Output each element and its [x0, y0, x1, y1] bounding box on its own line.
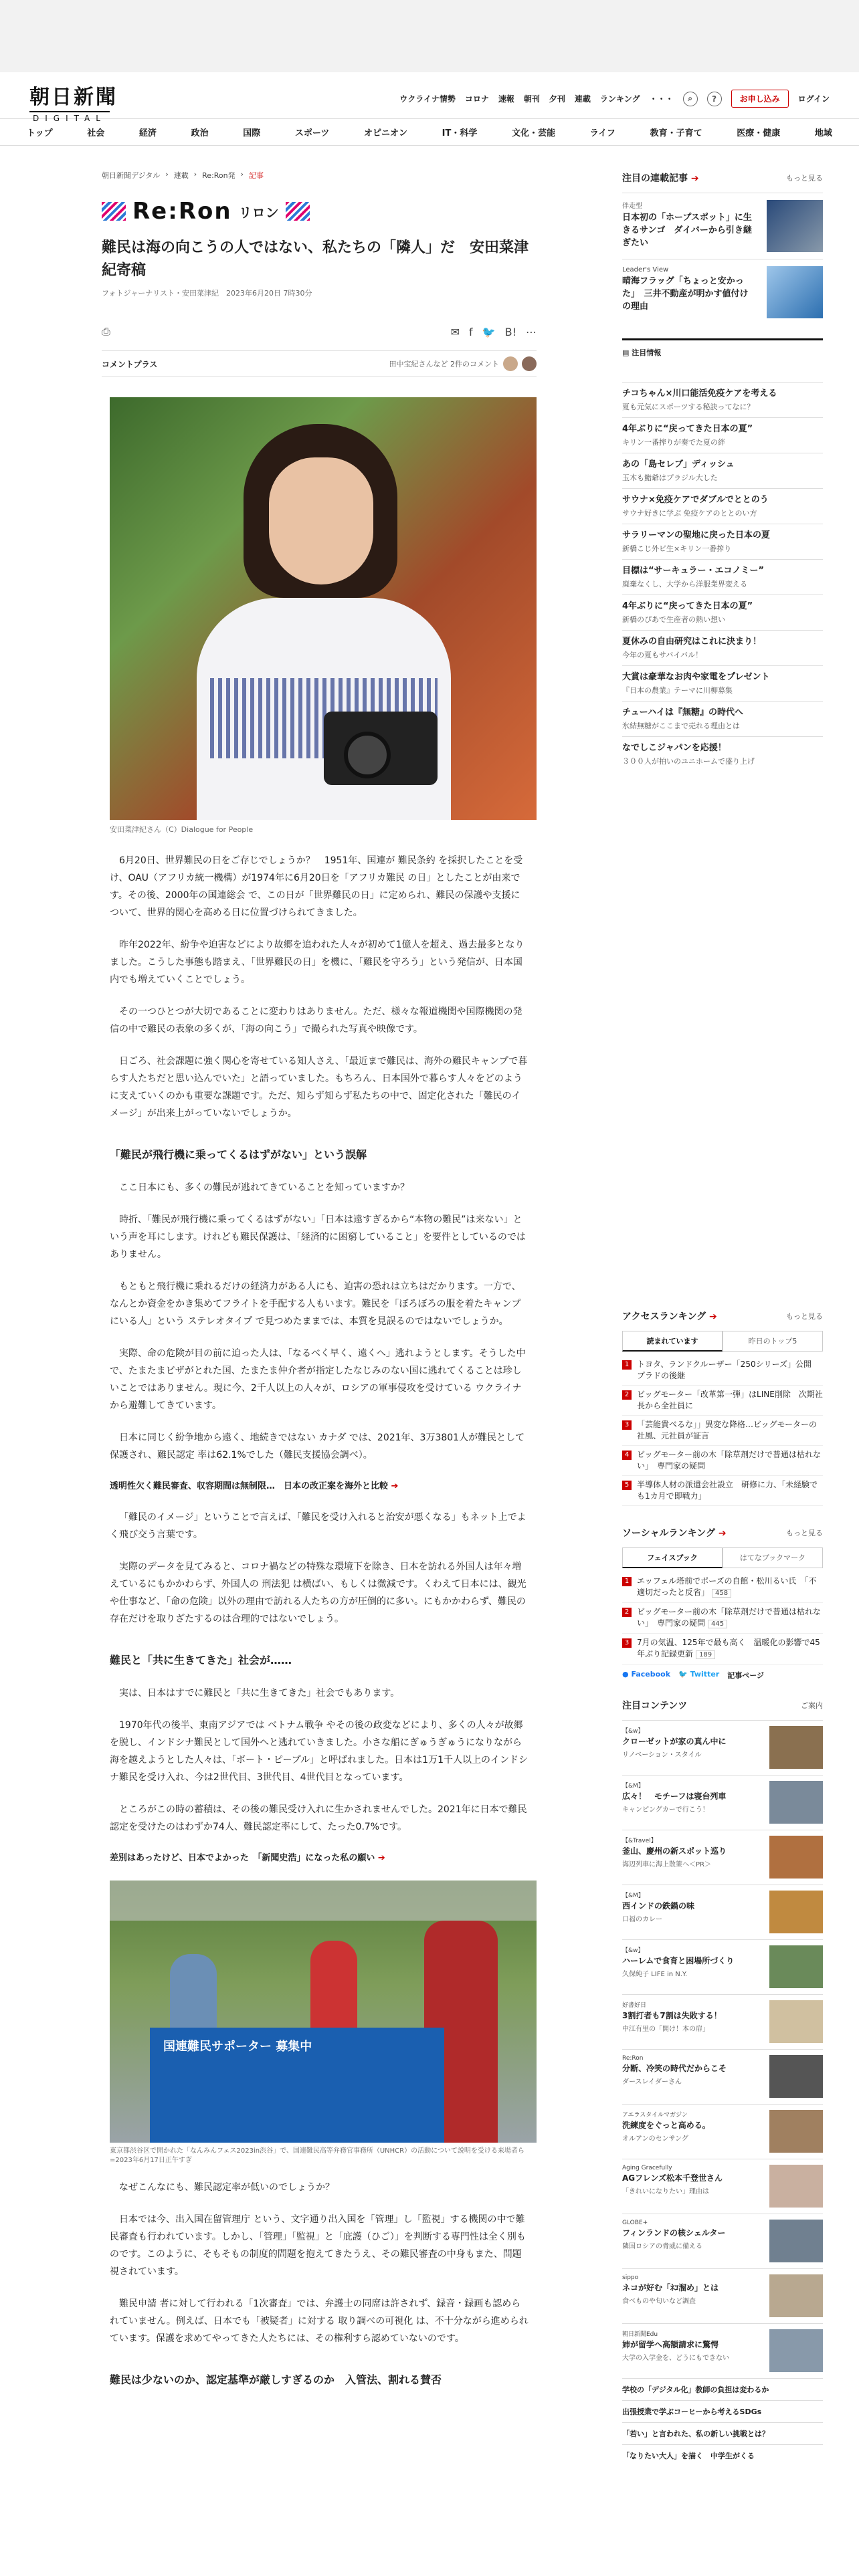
breadcrumb-home[interactable]: 朝日新聞デジタル — [102, 171, 161, 180]
paragraph: 1970年代の後半、東南アジアでは ベトナム戦争 やその後の政変などにより、多くの人々が故郷を脱し、インドシナ難民として国外へと逃れていきました。小さな船にぎゅうぎゅうになりながら海を越えようとした人々は、「ボート・ピープル」と呼ばれました。日本は1万1千人以上のインドシナ難民を受け入れ、今は2世代目、3世代目、4世代目となっています。 — [110, 1720, 528, 1783]
info-icon: ▤ — [622, 348, 630, 357]
article-main — [102, 147, 537, 2404]
facebook-icon[interactable]: f — [469, 325, 473, 338]
arrow-right-icon: ➔ — [709, 1311, 717, 1322]
article-title: 難民は海の向こうの人ではない、私たちの「隣人」だ 安田菜津紀寄稿 — [102, 239, 529, 279]
paragraph: 日本に同じく紛争地から遠く、地続きではない カナダ では、2021年、3万3801人が難民として保護され、難民認定 率は62.1%でした（難民支援協会調べ）。 — [110, 1432, 525, 1461]
ranking-item[interactable]: 1 エッフェル塔前でポーズの自館・松川るい氏 「不適切だったと反省」 458 — [622, 1572, 823, 1603]
top-ad-band — [0, 0, 859, 72]
chui-heading: ▤ 注目情報 — [622, 338, 823, 358]
thumbnail — [769, 1891, 823, 1933]
nav-society[interactable]: 社会 — [87, 128, 105, 138]
paragraph: 時折、「難民が飛行機に乗ってくるはずがない」「日本は遠すぎるから“本物の難民”は来ない」という声を耳にします。けれども難民保護は、「経済的に困窮していること」を要件としているのではありません。 — [110, 1214, 526, 1260]
hatena-icon[interactable]: B! — [504, 325, 516, 338]
section-heading: 難民は少ないのか、認定基準が厳しすぎるのか 入管法、割れる賛否 — [110, 2373, 442, 2386]
thumbnail — [769, 2329, 823, 2372]
breadcrumb-reron[interactable]: Re:Ron発 — [202, 171, 235, 180]
avatar — [522, 356, 537, 371]
thumbnail — [769, 1945, 823, 1988]
content-item[interactable]: GLOBE+ フィンランドの核シェルター 隣国ロシアの脅威に備える — [622, 2214, 823, 2268]
paragraph: 昨年2022年、紛争や迫害などにより故郷を追われた人々が初めて1億人を超え、過去最多となりました。こうした事態も踏まえ、「世界難民の日」を機に、「難民を守ろう」という発信が、日本国内でも増えていくことでしょう。 — [110, 940, 524, 985]
nav-top[interactable]: トップ — [27, 128, 53, 138]
thumbnail — [767, 266, 823, 318]
paragraph: 実際のデータを見てみると、コロナ禍などの特殊な環境下を除き、日本を訪れる外国人は年々増えているにもかかわらず、外国人の 刑法犯 は横ばい、もしくは微減です。くわえて日本には、観光や仕事など、「命の危険」以外の理由で訪れる人たちの方が圧倒的に多い。にもかかわらず、難民の存在だけを取りざたするのは合理的ではないでしょう。 — [110, 1562, 527, 1624]
util-link-series[interactable]: 連載 — [574, 94, 591, 104]
ranking-item[interactable]: 2 ビッグモーター「改革第一弾」はLINE削除 次期社長から全社員に — [622, 1386, 823, 1416]
section-heading: 難民と「共に生きてきた」社会が…… — [110, 1654, 292, 1667]
follow-links — [622, 1670, 823, 1681]
rensai-heading: 注目の連載記事 — [622, 173, 688, 184]
thumbnail — [769, 2274, 823, 2317]
content-item[interactable]: 【&M】 西インドの鉄鍋の味 口福のカレー — [622, 1885, 823, 1939]
share-count: 189 — [696, 1650, 715, 1659]
ranking-item[interactable]: 3 「芸能貴べるな」」異変な降格…ビッグモーターの社風、元社員が証言 — [622, 1416, 823, 1446]
ranking-item[interactable]: 1 トヨタ、ランドクルーザー「250シリーズ」公開 プラドの後継 — [622, 1356, 823, 1386]
paragraph: 実際、命の危険が目の前に迫った人は、「なるべく早く、遠くへ」逃れようとします。そうした中で、たまたまビザがとれた国、たまたま仲介者が指定したなじみのない国に逃れてくることは珍しいことではありません。現に今、2千人以上の人々が、ロシアの軍事侵攻を受けている ウクライナ から避難してきています。 — [110, 1348, 526, 1411]
avatar — [503, 356, 518, 371]
paragraph: 日本では今、出入国在留管理庁 という、文字通り出入国を「管理」し「監視」する機関の中で難民審査も行われています。しかし、「管理」「監視」と「庇護（ひご）」を判断する専門性は全く別ものです。このように、そもそもの制度的問題を抱えてきたうえ、その難民審査の中身もまた、問題視されています。 — [110, 2214, 526, 2277]
text-link[interactable]: 「若い」と言われた、私の新しい挑戦とは？ — [622, 2422, 823, 2444]
logo-jp: 朝日新聞 — [29, 86, 118, 109]
subscribe-button[interactable]: お申し込み — [731, 90, 789, 108]
article-page-link[interactable]: 記事ページ — [727, 1671, 764, 1680]
ranking-item[interactable]: 4 ビッグモーター前の木「除草剤だけで普通は枯れない」 専門家の疑問 — [622, 1446, 823, 1476]
promo-item[interactable]: 夏休みの自由研究はこれに決まり！ 今年の夏もサバイバル！ — [622, 630, 823, 665]
text-link[interactable]: 学校の「デジタル化」教師の負担は変わるか — [622, 2378, 823, 2400]
nav-international[interactable]: 国際 — [243, 128, 261, 138]
content-item[interactable]: 【&Travel】 釜山、慶州の新スポット巡り 海辺列車に海上散策へ＜PR＞ — [622, 1830, 823, 1885]
social-ranking: ソーシャルランキング ➔ もっと見る フェイスブック はてなブックマーク 1 エッフェル塔前でポーズの自館・松川るい氏 「不適切だったと反省」 458 2 ビッグモーター前の木「除草剤だけで普通は枯れない」 専門家の疑問 445 3 7月の気温、125年で最も高く 温暖化の影響で45年ぶり記録更新 189 ● Facebook 🐦 Twitter 記事ページ — [622, 1528, 823, 1680]
thumbnail — [769, 1781, 823, 1824]
util-link-corona[interactable]: コロナ — [464, 94, 489, 104]
ranking-item[interactable]: 3 7月の気温、125年で最も高く 温暖化の影響で45年ぶり記録更新 189 — [622, 1634, 823, 1665]
breadcrumb-current: 記事 — [249, 171, 264, 180]
nav-education[interactable]: 教育・子育て — [650, 128, 702, 138]
nav-health[interactable]: 医療・健康 — [737, 128, 781, 138]
promo-item[interactable]: 大賞は豪華なお肉や家電をプレゼント 『日本の農業』テーマに川柳募集 — [622, 665, 823, 701]
series-logo[interactable] — [102, 190, 537, 233]
util-link-ranking[interactable]: ランキング — [599, 94, 640, 104]
thumbnail — [767, 200, 823, 252]
util-link-evening[interactable]: 夕刊 — [549, 94, 565, 104]
promo-item[interactable]: あの「島セレブ」ディッシュ 玉木も鮨爺はプラジル大した — [622, 453, 823, 488]
paragraph: もともと飛行機に乗れるだけの経済力がある人にも、迫害の恐れは立ちはだかります。一方で、なんとか資金をかき集めてフライトを手配する人もいます。難民を「ぼろぼろの服を着たキャンプにいる人」という ステレオタイプ で見つめたままでは、本質を見誤るのではないでしょうか。 — [110, 1281, 521, 1327]
arrow-right-icon: ➔ — [690, 173, 699, 184]
more-link[interactable]: もっと見る — [786, 1529, 823, 1537]
rensai-section — [622, 171, 823, 772]
featured-contents — [622, 1699, 823, 2466]
paragraph: なぜこんなにも、難民認定率が低いのでしょうか？ — [119, 2182, 335, 2193]
list-item[interactable]: 伴走型 日本初の「ホープスポット」に生きるサンゴ ダイバーから引き継ぎたい — [622, 193, 823, 259]
thumbnail — [769, 2220, 823, 2262]
paragraph: 難民申請 者に対して行われる「1次審査」では、弁護士の同席は許されず、録音・録画も認められていません。例えば、日本でも「被疑者」に対する 取り調べの可視化 は、不十分ながら進められています。保護を求めてやってきた人たちには、その権利すら認めていないのです。 — [110, 2298, 529, 2344]
breadcrumb-series[interactable]: 連載 — [173, 171, 189, 180]
photo-caption: 東京都渋谷区で開かれた「なんみんフェス2023in渋谷」で、国連難民高等弁務官事務所（UNHCR）の活動について説明を受ける来場者ら=2023年6月17日正午すぎ — [110, 2147, 524, 2164]
utility-nav — [399, 90, 830, 108]
comment-plus-label[interactable]: コメントプラス — [102, 359, 158, 369]
section-heading: 「難民が飛行機に乗ってくるはずがない」という誤解 — [110, 1148, 367, 1161]
util-link-ukraine[interactable]: ウクライナ情勢 — [399, 94, 456, 104]
thumbnail — [769, 2055, 823, 2098]
nav-life[interactable]: ライフ — [589, 128, 615, 138]
related-link[interactable]: 透明性欠く難民審査、収容期間は無制限… 日本の改正案を海外と比較 ➔ — [110, 1481, 399, 1491]
print-icon[interactable]: ⎙ — [102, 325, 110, 338]
series-stripes-icon — [286, 202, 310, 221]
text-link[interactable]: 出張授業で学ぶコーヒーから考えるSDGs — [622, 2400, 823, 2422]
promo-item[interactable]: 目標は“サーキュラー・エコノミー” 廃棄なくし、大学から洋服業界変える — [622, 559, 823, 595]
search-icon[interactable]: ⌕ — [683, 92, 698, 106]
access-ranking: アクセスランキング ➔ もっと見る 読まれています 昨日のトップ5 1 トヨタ、ランドクルーザー「250シリーズ」公開 プラドの後継 2 ビッグモーター「改革第一弾」はLINE削除 次期社長から全社員に 3 「芸能貴べるな」」異変な降格…ビッグモーターの社風、元社員が証言 4 ビッグモーター前の木「除草剤だけで普通は枯れない」 専門家の疑問 5 半導体人材の派遣会社設立 研修に力、「未経験でも1カ月で即戦力」 — [622, 1309, 823, 1506]
promo-item[interactable]: 4年ぶりに“戻ってきた日本の夏” 新橋のぴあで生産者の熱い想い — [622, 595, 823, 630]
content-item[interactable]: 朝日新聞Edu 姉が留学へ高額請求に驚愕 大学の入学金を、どうにもできない — [622, 2323, 823, 2378]
paragraph: ここ日本にも、多くの難民が逃れてきていることを知っていますか？ — [119, 1182, 409, 1193]
ranking-item[interactable]: 5 半導体人材の派遣会社設立 研修に力、「未経験でも1カ月で即戦力」 — [622, 1476, 823, 1506]
arrow-right-icon: ➔ — [377, 1853, 385, 1863]
nav-sports[interactable]: スポーツ — [294, 128, 330, 138]
ranking-item[interactable]: 2 ビッグモーター前の木「除草剤だけで普通は枯れない」 専門家の疑問 445 — [622, 1603, 823, 1634]
unhcr-sign — [150, 2028, 444, 2143]
breadcrumb: 朝日新聞デジタル › 連載 › Re:Ron発 › 記事 — [102, 170, 264, 180]
paragraph: 日ごろ、社会課題に強く関心を寄せている知人さえ、「最近まで難民は、海外の難民キャンプで暮らす人たちだと思い込んでいた」と語っていました。もちろん、日本国外で暮らす人々をどのように支えていくのかも重要な課題です。ただ、知らず知らず私たちの中で、固定化された「難民のイメージ」が出来上がっていないでしょうか。 — [110, 1056, 528, 1119]
share-count: 445 — [708, 1620, 727, 1628]
tab-facebook[interactable]: フェイスブック — [622, 1547, 723, 1568]
facebook-icon: ● — [622, 1670, 629, 1679]
content-item[interactable]: 好書好日 3割打者も7割は失敗する！ 中江有里の「開け！本の扉」 — [622, 1994, 823, 2049]
facebook-follow[interactable]: ● Facebook — [622, 1670, 671, 1679]
nav-it-science[interactable]: IT・科学 — [442, 128, 478, 138]
mail-icon[interactable]: ✉ — [450, 325, 460, 338]
twitter-follow[interactable]: 🐦 Twitter — [678, 1670, 720, 1679]
article-photo-2 — [110, 1881, 537, 2143]
thumbnail — [769, 2110, 823, 2153]
tab-hatena[interactable]: はてなブックマーク — [723, 1547, 823, 1568]
paragraph: その一つひとつが大切であることに変わりはありません。ただ、様々な報道機関や国際機関の発信の中で難民の表象の多くが、「海の向こう」で撮られた写真や映像です。 — [110, 1006, 522, 1035]
promo-item[interactable]: サラリーマンの聖地に戻った日本の夏 新橋こじ外ビ生×キリン一番搾り — [622, 524, 823, 559]
content-item[interactable]: 【&M】 広々！ モチーフは寝台列車 キャンピングカーで行こう！ — [622, 1775, 823, 1830]
nav-local[interactable]: 地域 — [814, 128, 832, 138]
comment-plus-bar — [102, 350, 537, 377]
content-heading: 注目コンテンツ — [622, 1701, 688, 1711]
nav-economy[interactable]: 経済 — [138, 128, 157, 138]
site-header — [0, 72, 859, 123]
twitter-icon: 🐦 — [678, 1670, 688, 1679]
sign-text: 国連難民サポーター 募集中 — [163, 2040, 312, 2054]
thumbnail — [769, 2165, 823, 2208]
arrow-right-icon: ➔ — [718, 1528, 727, 1539]
site-logo[interactable] — [29, 80, 118, 123]
article-byline: フォトジャーナリスト・安田菜津紀 2023年6月20日 7時30分 — [102, 289, 312, 298]
promo-item[interactable]: サウナ×免疫ケアでダブルでととのう サウナ好きに学ぶ 免疫ケアのととのい方 — [622, 488, 823, 524]
nav-politics[interactable]: 政治 — [191, 128, 209, 138]
nav-culture[interactable]: 文化・芸能 — [512, 128, 556, 138]
more-share-icon[interactable]: ⋯ — [526, 325, 537, 338]
util-more[interactable]: ・・・ — [649, 94, 674, 104]
more-link[interactable]: もっと見る — [786, 174, 823, 183]
thumbnail — [769, 1726, 823, 1769]
thumbnail — [769, 1836, 823, 1879]
util-link-breaking[interactable]: 速報 — [498, 94, 514, 104]
promo-item[interactable]: 4年ぶりに“戻ってきた日本の夏” キリン一番搾りが奏でた夏の絆 — [622, 417, 823, 453]
share-icons — [451, 326, 537, 338]
arrow-right-icon: ➔ — [391, 1481, 399, 1491]
content-item[interactable]: Re:Ron 分断、冷笑の時代だからこそ ダースレイダーさん — [622, 2049, 823, 2104]
text-link[interactable]: 「なりたい大人」を描く 中学生がくる — [622, 2444, 823, 2466]
series-logo-text: Re:Ron — [132, 198, 232, 225]
article-main-photo — [110, 397, 537, 820]
promo-item[interactable]: チコちゃん×川口能活免疫ケアを考える 夏も元気にスポーツする秘訣ってなに？ — [622, 382, 823, 417]
nav-opinion[interactable]: オピニオン — [364, 128, 408, 138]
share-count: 458 — [712, 1589, 731, 1598]
promo-item[interactable]: なでしこジャパンを応援！ ３００人が拍いのユニホームで盛り上げ — [622, 736, 823, 772]
paragraph: 6月20日、世界難民の日をご存じでしょうか？ 1951年、国連が 難民条約 を採択したことを受け、OAU（アフリカ統一機構）が1974年に6月20日を「アフリカ難民 の日」としたことが由来です。その後、2000年の国連総会 で、この日が「世界難民の日」に定められ、難民の保護や支援について、世界的関心を高める日に位置づけられてきました。 — [110, 855, 523, 918]
series-stripes-icon — [102, 202, 126, 221]
main-nav — [0, 119, 859, 146]
series-logo-kana: リロン — [238, 204, 279, 221]
paragraph: 実は、日本はすでに難民と「共に生きてきた」社会でもあります。 — [119, 1688, 400, 1699]
content-item[interactable]: sippo ネコが好む「ﾈｺ溜め」とは 食べものや匂いなど調査 — [622, 2268, 823, 2323]
paragraph: 「難民のイメージ」ということで言えば、「難民を受け入れると治安が悪くなる」もネット上でよく飛び交う言葉です。 — [110, 1512, 527, 1540]
content-item[interactable]: アエラスタイルマガジン 洗練度をぐっと高める。 オルアンのセンサング — [622, 2104, 823, 2159]
content-item[interactable]: 【&w】 ハーレムで食育と困場所づくり 久保純子 LIFE in N.Y. — [622, 1939, 823, 1994]
content-item[interactable]: 【&w】 クローゼットが家の真ん中に リノベーション・スタイル — [622, 1720, 823, 1775]
article-body — [102, 852, 537, 2387]
login-link[interactable]: ログイン — [797, 94, 830, 104]
comment-count[interactable]: 田中宝紀さんなど 2件のコメント — [389, 360, 499, 368]
help-icon[interactable]: ? — [707, 92, 722, 106]
content-item[interactable]: Aging Gracefully AGフレンズ松本千登世さん 「きれいになりたい」理由は — [622, 2159, 823, 2214]
util-link-morning[interactable]: 朝刊 — [523, 94, 540, 104]
promo-item[interactable]: チューハイは『無糖』の時代へ 氷結無糖がここまで売れる理由とは — [622, 701, 823, 736]
paragraph: ところがこの時の蓄積は、その後の難民受け入れに生かされませんでした。2021年に日本で難民認定を受けたのはわずか74人、難民認定率にして、たった0.7%です。 — [110, 1804, 527, 1832]
guide-link[interactable]: ご案内 — [801, 1701, 823, 1710]
tab-yesterday-top5[interactable]: 昨日のトップ5 — [723, 1331, 823, 1352]
logo-en: DIGITAL — [29, 111, 110, 123]
thumbnail — [769, 2000, 823, 2043]
more-link[interactable]: もっと見る — [786, 1312, 823, 1321]
related-link[interactable]: 差別はあったけど、日本でよかった 「新聞史浩」になった私の願い ➔ — [110, 1853, 385, 1863]
tab-most-read[interactable]: 読まれています — [622, 1331, 723, 1352]
list-item[interactable]: Leader's View 晴海フラッグ「ちょっと安かった」 三井不動産が明かす値付けの理由 — [622, 259, 823, 325]
photo-caption: 安田菜津紀さん（C）Dialogue for People — [110, 825, 254, 834]
share-bar — [102, 325, 537, 338]
twitter-icon[interactable]: 🐦 — [482, 325, 496, 338]
